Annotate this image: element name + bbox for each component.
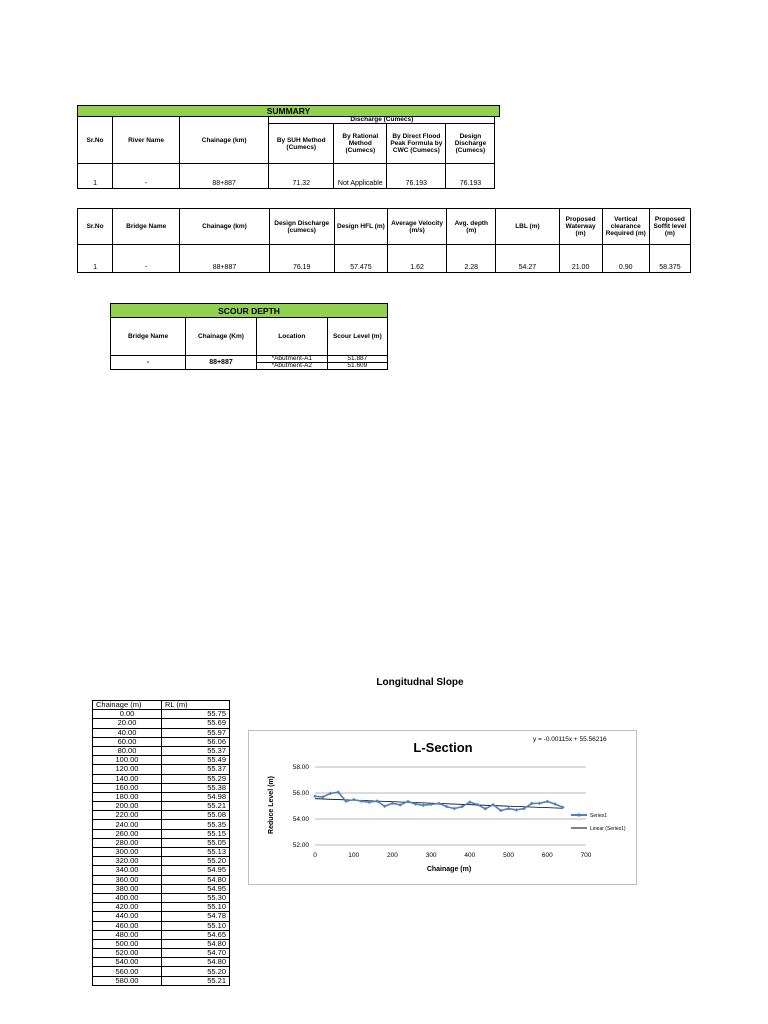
rl-table-row xyxy=(93,930,230,939)
rl-value-cell: 55.30 xyxy=(162,893,230,902)
rl-chainage-cell: 80.00 xyxy=(93,746,162,755)
rl-value-cell: 55.13 xyxy=(162,848,230,857)
rl-value-cell: 55.10 xyxy=(162,903,230,912)
rl-value-cell: 54.95 xyxy=(162,884,230,893)
bridge-header-waterway: Proposed Waterway (m) xyxy=(559,209,602,245)
bridge-velocity: 1.62 xyxy=(387,245,446,273)
bridge-discharge: 76.19 xyxy=(269,245,334,273)
rl-table-row xyxy=(93,866,230,875)
x-tick-label: 100 xyxy=(348,852,360,859)
rl-chainage-cell: 100.00 xyxy=(93,756,162,765)
rl-value-cell: 55.08 xyxy=(162,811,230,820)
rl-header-chainage: Chainage (m) xyxy=(93,701,162,710)
x-tick-label: 400 xyxy=(464,852,476,859)
rl-value-cell: 54.80 xyxy=(162,875,230,884)
rl-value-cell: 54.78 xyxy=(162,912,230,921)
rl-chainage-cell: 40.00 xyxy=(93,728,162,737)
legend-linear: Linear (Series1) xyxy=(590,826,626,832)
rl-table-row xyxy=(93,921,230,930)
bridge-header-lbl: LBL (m) xyxy=(496,209,559,245)
rl-value-cell: 55.21 xyxy=(162,802,230,811)
summary-table xyxy=(77,105,500,189)
rl-chainage-cell: 320.00 xyxy=(93,857,162,866)
rl-chainage-cell: 440.00 xyxy=(93,912,162,921)
rl-chainage-cell: 0.00 xyxy=(93,710,162,719)
chart-title: L-Section xyxy=(413,740,473,755)
bridge-table xyxy=(77,208,691,273)
summary-design: 76.193 xyxy=(446,164,495,189)
legend-series1: Series1 xyxy=(590,813,607,819)
y-tick-label: 58.00 xyxy=(292,764,309,771)
rl-value-cell: 55.29 xyxy=(162,774,230,783)
scour-header-level: Scour Level (m) xyxy=(327,318,387,356)
bridge-header-clearance: Vertical clearance Required (m) xyxy=(602,209,649,245)
header-rational: By Rational Method (Cumecs) xyxy=(334,124,387,164)
rl-value-cell: 55.05 xyxy=(162,838,230,847)
x-axis-label: Chainage (m) xyxy=(426,866,472,873)
rl-value-cell: 54.98 xyxy=(162,792,230,801)
rl-value-cell: 54.65 xyxy=(162,930,230,939)
series1-point xyxy=(507,807,511,811)
rl-chainage-cell: 180.00 xyxy=(93,792,162,801)
summary-suh: 71.32 xyxy=(269,164,334,189)
rl-chainage-cell: 560.00 xyxy=(93,967,162,976)
rl-chainage-cell: 520.00 xyxy=(93,949,162,958)
rl-table-row xyxy=(93,820,230,829)
header-discharge-group: Discharge (Cumecs) xyxy=(269,117,495,124)
bridge-header-velocity: Average Velocity (m/s) xyxy=(387,209,446,245)
rl-chainage-cell: 240.00 xyxy=(93,820,162,829)
rl-chainage-cell: 360.00 xyxy=(93,875,162,884)
bridge-header-discharge: Design Discharge (cumecs) xyxy=(269,209,334,245)
series1-point xyxy=(515,808,519,812)
scour-header-name: Bridge Name xyxy=(111,318,186,356)
rl-chainage-cell: 220.00 xyxy=(93,811,162,820)
scour-header-chainage: Chainage (Km) xyxy=(186,318,257,356)
bridge-lbl: 54.27 xyxy=(496,245,559,273)
rl-table-row xyxy=(93,976,230,985)
rl-chainage-cell: 460.00 xyxy=(93,921,162,930)
bridge-srno: 1 xyxy=(78,245,113,273)
scour-title: SCOUR DEPTH xyxy=(111,304,388,318)
summary-title: SUMMARY xyxy=(78,106,500,117)
rl-table-row xyxy=(93,967,230,976)
rl-chainage-cell: 340.00 xyxy=(93,866,162,875)
header-direct: By Direct Flood Peak Formula by CWC (Cumecs) xyxy=(387,124,446,164)
l-section-chart-svg xyxy=(249,731,636,884)
rl-value-cell: 55.37 xyxy=(162,746,230,755)
scour-level-a2: 51.609 xyxy=(327,363,387,370)
summary-srno: 1 xyxy=(78,164,113,189)
rl-value-cell: 55.20 xyxy=(162,967,230,976)
bridge-header-depth: Avg. depth (m) xyxy=(447,209,496,245)
rl-header-rl: RL (m) xyxy=(162,701,230,710)
rl-chainage-cell: 60.00 xyxy=(93,737,162,746)
bridge-name: - xyxy=(113,245,180,273)
bridge-chainage: 88+887 xyxy=(180,245,269,273)
rl-table-row xyxy=(93,728,230,737)
y-axis-label: Reduce Level (m) xyxy=(268,776,275,834)
series1-point xyxy=(422,804,426,808)
x-tick-label: 600 xyxy=(541,852,553,859)
rl-value-cell: 55.38 xyxy=(162,783,230,792)
rl-table-row xyxy=(93,719,230,728)
rl-chainage-cell: 20.00 xyxy=(93,719,162,728)
rl-chainage-cell: 200.00 xyxy=(93,802,162,811)
scour-table xyxy=(110,303,388,370)
header-srno: Sr.No xyxy=(78,117,113,164)
header-design: Design Discharge (Cumecs) xyxy=(446,124,495,164)
rl-chainage-cell: 480.00 xyxy=(93,930,162,939)
rl-value-cell: 54.80 xyxy=(162,939,230,948)
series1-point xyxy=(538,801,542,805)
rl-chainage-cell: 140.00 xyxy=(93,774,162,783)
scour-level-a1: 51.887 xyxy=(327,356,387,363)
rl-table-row xyxy=(93,811,230,820)
rl-value-cell: 55.20 xyxy=(162,857,230,866)
rl-value-cell: 54.95 xyxy=(162,866,230,875)
rl-table-row xyxy=(93,774,230,783)
header-river-name: River Name xyxy=(113,117,180,164)
rl-chainage-cell: 280.00 xyxy=(93,838,162,847)
rl-value-cell: 55.37 xyxy=(162,765,230,774)
series1-point xyxy=(313,794,317,798)
x-tick-label: 700 xyxy=(580,852,592,859)
rl-chainage-cell: 580.00 xyxy=(93,976,162,985)
x-tick-label: 200 xyxy=(386,852,398,859)
series1-point xyxy=(352,798,356,802)
header-chainage: Chainage (km) xyxy=(180,117,269,164)
rl-chainage-cell: 120.00 xyxy=(93,765,162,774)
x-tick-label: 500 xyxy=(503,852,515,859)
summary-direct: 76.193 xyxy=(387,164,446,189)
rl-value-cell: 54.70 xyxy=(162,949,230,958)
trendline-equation: y = -0.00115x + 55.56216 xyxy=(533,736,607,743)
rl-table-row xyxy=(93,765,230,774)
series1-point xyxy=(360,799,364,803)
bridge-header-hfl: Design HFL (m) xyxy=(334,209,387,245)
bridge-header-srno: Sr.No xyxy=(78,209,113,245)
header-suh: By SUH Method (Cumecs) xyxy=(269,124,334,164)
bridge-clearance: 0.90 xyxy=(602,245,649,273)
rl-chainage-cell: 400.00 xyxy=(93,893,162,902)
rl-value-cell: 55.10 xyxy=(162,921,230,930)
y-tick-label: 52.00 xyxy=(292,842,309,849)
bridge-header-name: Bridge Name xyxy=(113,209,180,245)
summary-rational: Not Applicable xyxy=(334,164,387,189)
rl-value-cell: 54.80 xyxy=(162,958,230,967)
rl-chainage-cell: 500.00 xyxy=(93,939,162,948)
summary-chainage: 88+887 xyxy=(180,164,269,189)
rl-value-cell: 55.35 xyxy=(162,820,230,829)
rl-value-cell: 55.21 xyxy=(162,976,230,985)
summary-river: - xyxy=(113,164,180,189)
rl-table-row xyxy=(93,783,230,792)
scour-name: - xyxy=(111,356,186,370)
rl-chainage-cell: 540.00 xyxy=(93,958,162,967)
x-tick-label: 0 xyxy=(313,852,317,859)
scour-location-a1: *Abutment-A1 xyxy=(256,356,327,363)
rl-value-cell: 55.75 xyxy=(162,710,230,719)
rl-chainage-cell: 420.00 xyxy=(93,903,162,912)
bridge-hfl: 57.475 xyxy=(334,245,387,273)
rl-table-row xyxy=(93,912,230,921)
y-tick-label: 56.00 xyxy=(292,790,309,797)
y-tick-label: 54.00 xyxy=(292,816,309,823)
bridge-depth: 2.28 xyxy=(447,245,496,273)
scour-location-a2: *Abutment-A2 xyxy=(256,363,327,370)
rl-chainage-cell: 260.00 xyxy=(93,829,162,838)
rl-value-cell: 55.69 xyxy=(162,719,230,728)
rl-table-row xyxy=(93,875,230,884)
rl-table xyxy=(92,700,230,986)
series1-point xyxy=(453,807,457,811)
scour-header-location: Location xyxy=(256,318,327,356)
rl-value-cell: 55.49 xyxy=(162,756,230,765)
rl-table-row xyxy=(93,958,230,967)
scour-chainage: 88+887 xyxy=(186,356,257,370)
bridge-soffit: 58.375 xyxy=(649,245,690,273)
rl-value-cell: 55.15 xyxy=(162,829,230,838)
bridge-waterway: 21.00 xyxy=(559,245,602,273)
x-tick-label: 300 xyxy=(425,852,437,859)
series1-line xyxy=(315,792,563,810)
rl-chainage-cell: 160.00 xyxy=(93,783,162,792)
bridge-header-chainage: Chainage (km) xyxy=(180,209,269,245)
rl-table-row xyxy=(93,829,230,838)
legend-series1-marker xyxy=(577,813,580,816)
rl-value-cell: 55.97 xyxy=(162,728,230,737)
bridge-header-soffit: Proposed Soffit level (m) xyxy=(649,209,690,245)
rl-value-cell: 56.06 xyxy=(162,737,230,746)
longitudinal-slope-title: Longitudnal Slope xyxy=(376,677,464,688)
rl-chainage-cell: 300.00 xyxy=(93,848,162,857)
rl-chainage-cell: 380.00 xyxy=(93,884,162,893)
l-section-chart xyxy=(248,730,637,885)
